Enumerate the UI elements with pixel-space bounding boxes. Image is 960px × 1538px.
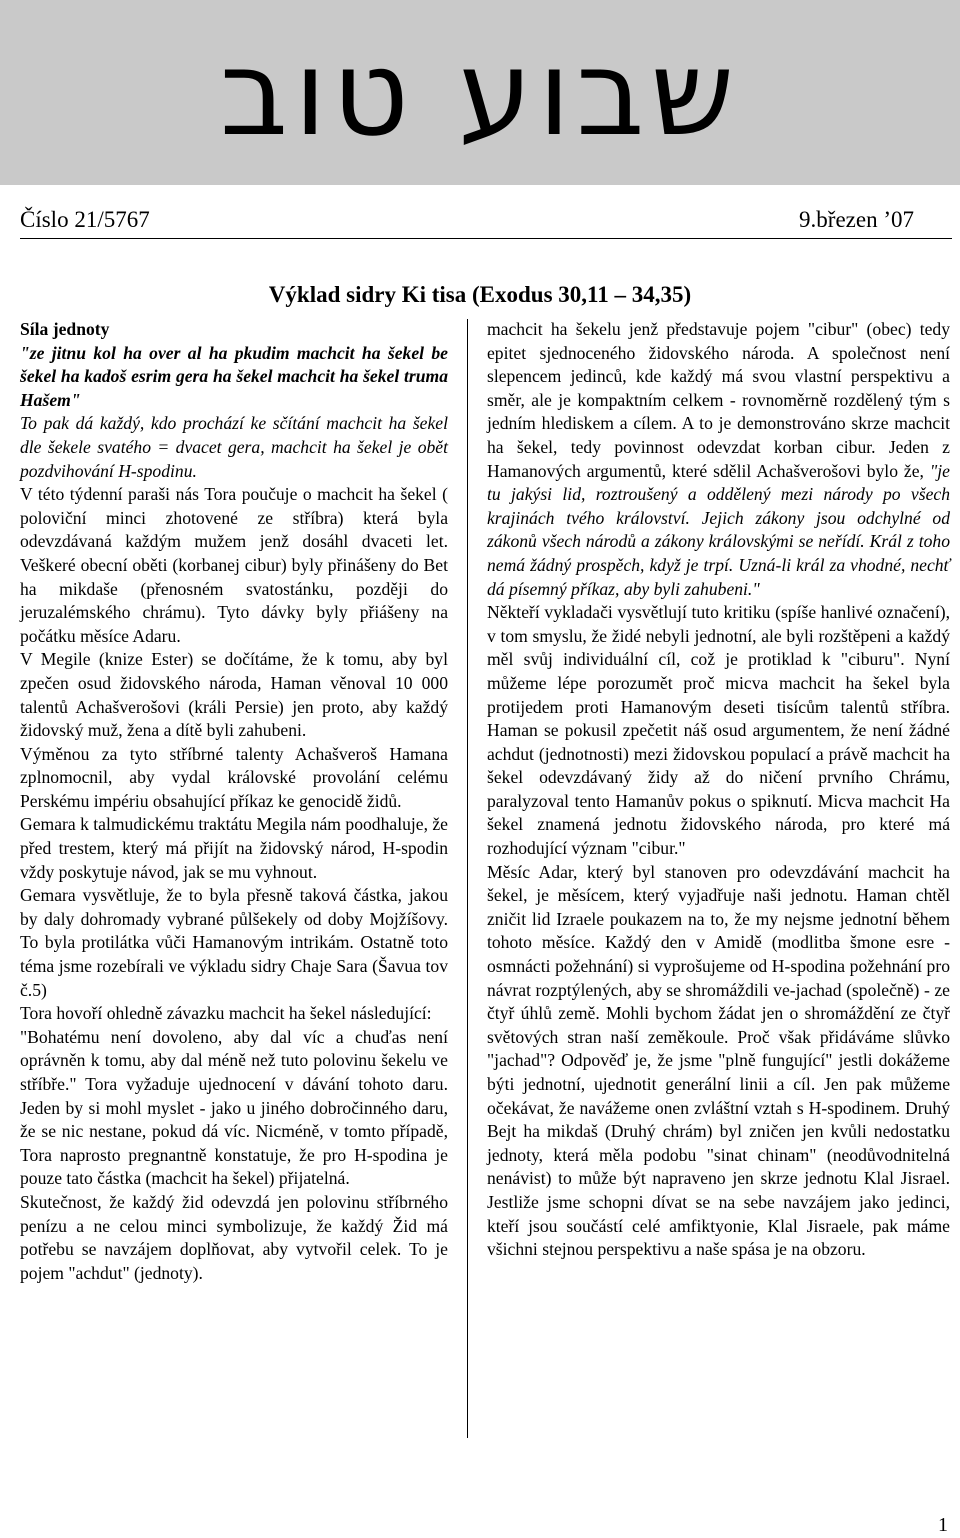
header-rule — [20, 238, 952, 239]
paragraph: Tora hovoří ohledně závazku machcit ha šekel následující: — [20, 1003, 432, 1024]
paragraph: Výměnou za tyto stříbrné talenty Achašveroš Hamana zplnomocnil, aby vydal královské provolání celému Perskému impériu obsahující příkaz ke genocidě židů. — [20, 743, 448, 811]
paragraph: Gemara k talmudickému traktátu Megila nám poodhaluje, že před trestem, který má přijít na židovský národ, H-spodin vždy poskytuje návod, jak se mu vyhnout. — [20, 814, 448, 882]
article-title: Výklad sidry Ki tisa (Exodus 30,11 – 34,35) — [268, 282, 692, 308]
quote-translation: To pak dá každý, kdo prochází ke sčítání machcit ha šekel dle šekele svatého = dvacet gera, machcit ha šekel je obět pozdvihování H-spodinu. — [20, 413, 448, 481]
paragraph: Měsíc Adar, který byl stanoven pro odevzdávání machcit ha šekel, je měsícem, který vyjadřuje naši jednotu. Haman chtěl zničit lid Izraele poukazem na to, že my nejsme jednotní během tohoto měsíce. Každý den v Amidě (modlitba šmone esre - osmnácti požehnání) si vyprošujeme od H-spodina požehnání pro návrat rozptýlených, aby se shromáždili ve-jachad (společně) - ze čtyř úhlů země. Mohli bychom žádat jen o shromáždění ze čtyř světových stran naší zeměkoule. Proč však přidáváme slůvko "jachad"? Odpověď je, že jsme "plně fungující" jestli dokážeme býti jednotní, ujednotit generální linii a cíl. Jen pak můžeme očekávat, že navážeme onen zvláštní vztah s H-spodinem. Druhý Bejt ha mikdaš (Druhý chrám) byl zničen jen kvůli nedostatku jednoty, která měla podobu "sinat chinam" (neodůvodnitelná nenávist) to může být napraveno jen skrze jednotu Klal Jisrael. Jestliže jsme schopni dívat se na sebe navzájem jako jedinci, kteří jsou součástí celé amfiktyonie, Klal Jisraele, pak máme všichni stejnou perspektivu a naše spása je na obzoru. — [487, 861, 950, 1260]
paragraph: Někteří vykladači vysvětlují tuto kritiku (spíše hanlivé označení), v tom smyslu, že židé nebyli jednotní, ale byli rozštěpeni a každý měl svůj individuální cíl, což je protiklad k "ciburu". Nyní můžeme lépe porozumět proč micva machcit ha šekel byla protijedem proti Hamanovým deseti tisícům talentů stříbra. Haman se pokusil zpečetit náš osud argumentem, že není žádné achdut (jednotnosti) mezi židovskou populací a právě machcit ha šekel odevzdávaný židy až do ničení prvního Chrámu, paralyzoval tento Hamanův pokus o spiknutí. Micva machcit Ha šekel znamená jednotu židovského národa, pro které má rozhodující význam "cibur." — [487, 602, 950, 859]
paragraph: V této týdenní paraši nás Tora poučuje o machcit ha šekel ( poloviční minci zhotovené ze stříbra) která byla odevzdávaná každým mužem jenž dosáhl dvaceti let. Veškeré obecní oběti (korbanej cibur) byly přinášeny do Bet ha mikdaše (přenosném svatostánku, později do jeruzalémského chrámu). Tyto dávky byly přiášeny na počátku měsíce Adaru. — [20, 484, 448, 646]
masthead — [0, 0, 960, 185]
paragraph: Gemara vysvětluje, že to byla přesně taková částka, jakou by daly dohromady vybrané půlšekely od doby Mojžíšovy. To byla protilátka vůči Hamanovým intrikám. Ostatně toto téma jsme rozebírali ve výkladu sidry Chaje Sara (Šavua tov č.5) — [20, 885, 448, 1000]
page-number: 1 — [938, 1514, 948, 1536]
paragraph-text: machcit ha šekelu jenž představuje pojem "cibur" (obec) tedy epitet sjednoceného židovského národa. A společnost není slepencem jedinců, kde každý má svou vlastní perspektivu a směr, ale je kompaktním celkem - rovnoměrně rozdělený tým s jedním hlediskem a cílem. A to je demonstrováno skrze machcit ha šekel, tedy povinnost odevzdat korban cibur. Jeden z Hamanových argumentů, které sdělil Achašverošovi bylo že, — [487, 319, 950, 481]
left-column — [20, 318, 448, 1285]
haman-quote: "je tu jakýsi lid, roztroušený a oddělený mezi národy po všech krajinách tvého království. Jejich zákony jsou odchylné od zákonů všech národů a zákony královskými se neřídí. Král z toho nemá žádný prospěch, když je trpí. Uzná-li král za vhodné, nechť dá písemný příkaz, aby byli zahubeni." — [487, 460, 950, 599]
column-divider — [467, 319, 468, 1438]
issue-number: Číslo 21/5767 — [20, 207, 150, 232]
paragraph: "Bohatému není dovoleno, aby dal víc a chuďas není oprávněn k tomu, aby dal méně než tuto polovinu šekelu ve stříbře." Tora vyžaduje ujednocení v dávání tohoto daru. Jeden by si mohl myslet - jako u jiného dobročinného daru, že se nic nestane, pokud dá víc. Nicméně, v tomto případě, Tora naprosto pregnantně konstatuje, že pro H-spodina je pouze tato částka (machcit ha šekel) přijatelná. — [20, 1026, 448, 1189]
hebrew-quote: "ze jitnu kol ha over al ha pkudim machcit ha šekel be šekel ha kadoš esrim gera ha šekel machcit ha šekel truma Hašem" — [20, 342, 448, 410]
paragraph: Skutečnost, že každý žid odevzdá jen polovinu stříbrného penízu a ne celou minci symbolizuje, že každý Žid má potřebu se navzájem doplňovat, aby vytvořil celek. To je pojem "achdut" (jednoty). — [20, 1191, 448, 1283]
section-heading: Síla jednoty — [20, 319, 110, 339]
masthead-title: שבוע טוב — [219, 24, 741, 162]
issue-date: 9.březen ’07 — [799, 207, 914, 232]
issue-row — [20, 203, 914, 237]
paragraph — [487, 318, 950, 601]
paragraph: V Megile (knize Ester) se dočítáme, že k tomu, aby byl zpečen osud židovského národa, Haman věnoval 10 000 talentů Achašverošovi (králi Persie) jen proto, aby každý židovský muž, žena a dítě byli zahubeni. — [20, 649, 448, 741]
right-column — [487, 318, 950, 1262]
